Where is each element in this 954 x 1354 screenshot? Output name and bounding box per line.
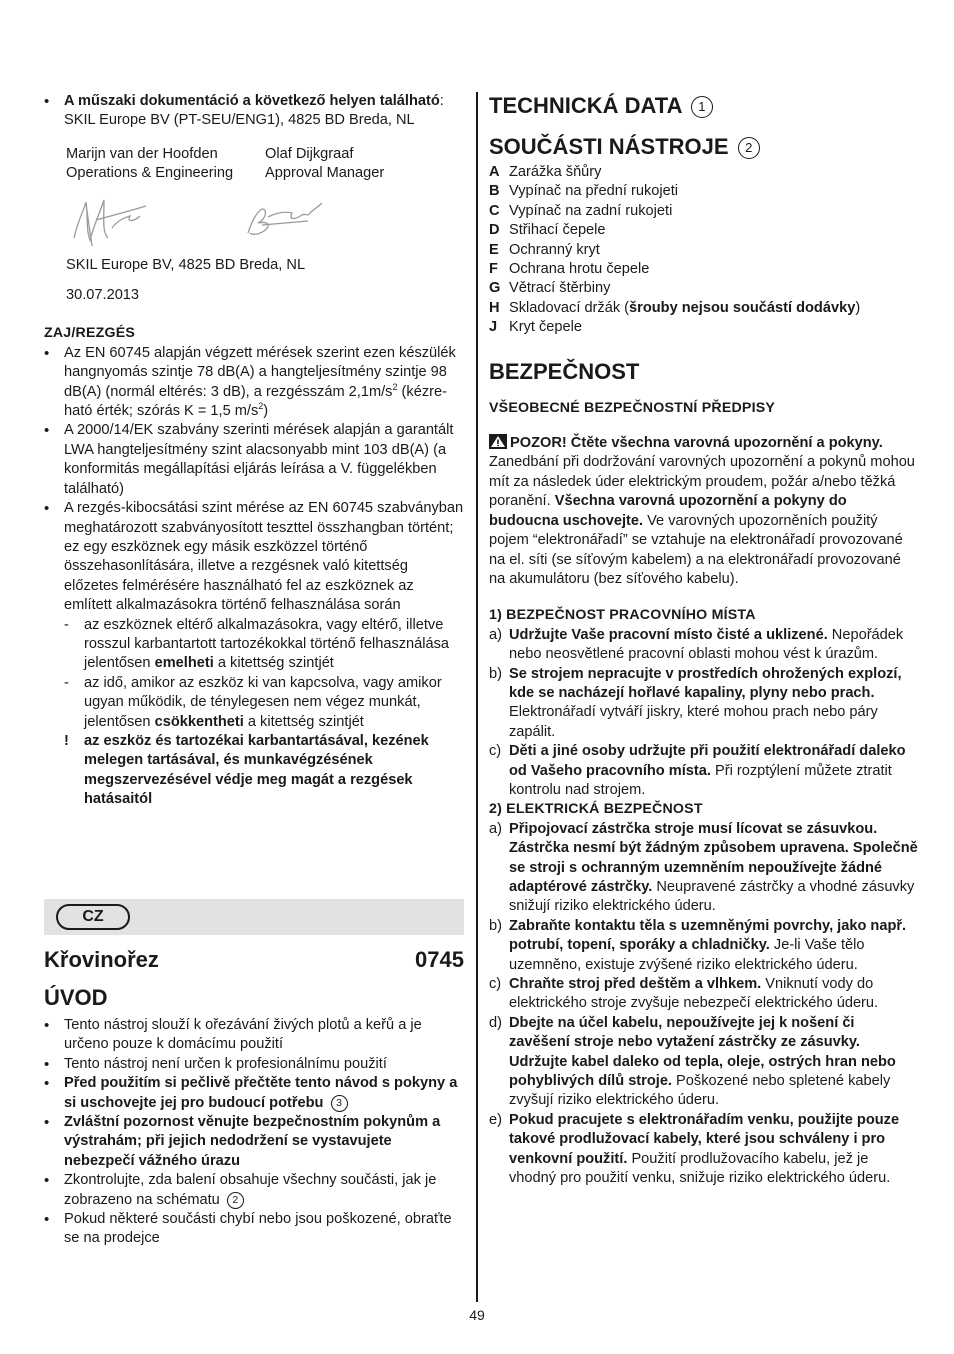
figure-ref: 3	[331, 1095, 348, 1112]
language-badge: CZ	[56, 904, 130, 930]
part-name: Kryt čepele	[509, 319, 583, 336]
part-name: Větrací štěrbiny	[509, 280, 611, 297]
list-item	[44, 1113, 464, 1171]
cz-section	[44, 946, 464, 1249]
item-letter: e)	[489, 1111, 502, 1128]
right-column	[489, 92, 919, 1189]
dash-text: az idő, amikor az eszköz ki van kapcsolva, vagy amikor ugyan működik, de ténylegesen nem végez munkát, jelentősen	[84, 674, 442, 730]
item-text: Elektronářadí vytváří jiskry, které mohou prach nebo páry zapálit.	[509, 704, 878, 740]
safety-item	[489, 975, 919, 1014]
dash-bold: emelheti	[154, 655, 214, 672]
warning-triangle-icon	[489, 434, 507, 449]
figure-ref: 2	[227, 1192, 244, 1209]
doc-list	[44, 92, 464, 131]
item-text: Při rozptýlení můžete ztratit kontrolu nad strojem.	[509, 762, 892, 798]
parts-heading	[489, 133, 919, 161]
list-item	[44, 1171, 464, 1210]
warning-bold: POZOR! Čtěte všechna varovná upozornění a pokyny.	[510, 435, 883, 452]
safety-item	[489, 742, 919, 800]
noise-text: Az EN 60745 alapján végzett mérések szerint ezen készülék hangnyomás szintje 78 dB(A) a hangteljesítmény szintje 98 dB(A) (normál eltérés: 3 dB), a rezgésszám 2,1m/s	[64, 344, 456, 400]
list-item	[44, 92, 464, 131]
vibration-warning	[44, 732, 464, 810]
item-text: Nepořádek nebo neosvětlené pracovní oblasti mohou vést k úrazům.	[509, 626, 904, 663]
safety-heading: BEZPEČNOST	[489, 358, 640, 384]
general-warning	[489, 434, 919, 589]
safety-item	[489, 820, 919, 917]
intro-text: Zkontrolujte, zda balení obsahuje všechny součásti, jak je zobrazeno na schématu	[64, 1172, 437, 1208]
electrical-safety-heading: 2) ELEKTRICKÁ BEZPEČNOST	[489, 801, 703, 818]
vibration-warning-text: az eszköz és tartozékai karbantartásával, kezének melegen tartásával, és munkavégzésének megszervezésével védje meg magát a rezgések hatásaitól	[84, 732, 429, 808]
item-bold: Chraňte stroj před deštěm a vlhkem.	[509, 976, 762, 993]
item-bold: Zabraňte kontaktu těla s uzemněnými povrchy, jako např. potrubí, topení, sporáky a chladničky.	[509, 917, 907, 954]
intro-text: Tento nástroj slouží k ořezávání živých plotů a keřů a je určeno pouze k domácímu použití	[64, 1017, 422, 1053]
safety-item	[489, 665, 919, 743]
dash-bold: csökkentheti	[154, 713, 244, 730]
item-text: Vniknutí vody do elektrického stroje zvyšuje nebezpečí elektrického úderu.	[509, 976, 879, 1012]
column-divider	[476, 92, 478, 1302]
warning-text: Zanedbání při dodržování varovných upozornění a pokynů mohou mít za následek úder elektrickým proudem, požár a/nebo těžká poranění.	[489, 454, 915, 510]
safety-item	[489, 917, 919, 975]
part-name	[509, 299, 860, 318]
intro-text-bold: Zvláštní pozornost věnujte bezpečnostním pokynům a výstrahám; při jejich nedodržení se vystavujete nebezpečí vážného úrazu	[64, 1114, 441, 1169]
noise-text: A rezgés-kibocsátási szint mérése az EN 60745 szabványban meghatározott szabványosított teszttel összhangban történt; ez egy eszköznek egy másik eszközzel történő összehasonlítására, illetve a rezgésnek való kitettség előzetes felmérésére használható fel az eszköznek az említett alkalmazásokra történő felhasználása során	[64, 500, 464, 614]
heading-text: SOUČÁSTI NÁSTROJE	[489, 134, 729, 159]
part-key: B	[489, 183, 500, 200]
item-text: Neupravené zástrčky a vhodné zásuvky snižují riziko elektrického úderu.	[509, 879, 915, 915]
workplace-safety-heading: 1) BEZPEČNOST PRACOVNÍHO MÍSTA	[489, 607, 756, 624]
part-name: Ochrana hrotu čepele	[509, 261, 650, 278]
item-bold: Udržujte Vaše pracovní místo čisté a uklizené.	[509, 626, 828, 643]
table-row	[489, 279, 860, 298]
company-address: SKIL Europe BV, 4825 BD Breda, NL	[66, 256, 306, 273]
item-bold: Pokud pracujete s elektronářadím venku, použijte pouze takové prodlužovací kabely, které jsou schváleny i pro venkovní použití.	[509, 1111, 900, 1167]
part-key: E	[489, 241, 499, 258]
tech-data-heading	[489, 92, 919, 120]
signature-1-icon	[66, 190, 156, 250]
parts-list	[489, 163, 860, 338]
dash-list	[64, 616, 464, 732]
superscript: 2	[258, 401, 264, 412]
table-row	[489, 241, 860, 260]
part-key: A	[489, 164, 500, 180]
item-text: Je-li Vaše tělo uzemněno, existuje zvýšené riziko elektrického úderu.	[509, 937, 865, 973]
dash-item	[64, 616, 464, 674]
list-item	[44, 1055, 464, 1074]
table-row	[489, 163, 860, 182]
item-text: Poškozené nebo spletené kabely zvyšují riziko elektrického úderu.	[509, 1073, 891, 1109]
signatory-2	[265, 145, 464, 184]
part-name: Vypínač na zadní rukojeti	[509, 202, 673, 219]
dash-text: a kitettség szintjét	[243, 713, 364, 730]
heading-text: TECHNICKÁ DATA	[489, 93, 682, 118]
noise-heading: ZAJ/REZGÉS	[44, 325, 136, 342]
dash-text: az eszköznek eltérő alkalmazásokra, vagy eltérő, illetve rosszul karbantartott tartozékokkal történő felhasználása jelentősen	[84, 616, 450, 672]
product-title	[44, 946, 464, 974]
item-letter: b)	[489, 917, 502, 934]
intro-list	[44, 1016, 464, 1249]
doc-line-rest: : SKIL Europe BV (PT-SEU/ENG1), 4825 BD Breda, NL	[64, 93, 444, 129]
part-text-bold: šrouby nejsou součástí dodávky	[629, 299, 856, 316]
dash-text: a kitettség szintjét	[213, 655, 334, 672]
signatory-1	[66, 145, 265, 184]
noise-text: )	[263, 403, 269, 420]
table-row	[489, 318, 860, 337]
product-name: Křovinořez	[44, 947, 159, 972]
signatures	[66, 184, 464, 256]
language-bar	[44, 899, 464, 935]
item-letter: a)	[489, 626, 502, 643]
intro-text: Pokud některé součásti chybí nebo jsou poškozené, obraťte se na prodejce	[64, 1211, 452, 1247]
item-letter: d)	[489, 1014, 502, 1031]
intro-heading: ÚVOD	[44, 985, 108, 1010]
table-row	[489, 221, 860, 240]
superscript: 2	[392, 381, 398, 392]
figure-ref: 2	[738, 137, 760, 159]
signature-2-icon	[238, 195, 328, 245]
exclamation-icon: !	[64, 732, 69, 749]
part-key: J	[489, 319, 498, 336]
safety-item	[489, 1014, 919, 1111]
intro-text-bold: Před použitím si pečlivě přečtěte tento návod s pokyny a si uschovejte jej pro budoucí potřebu	[64, 1075, 458, 1111]
part-key: G	[489, 280, 501, 297]
signatory-name: Marijn van der Hoofden	[66, 145, 218, 162]
warning-bold: Všechna varovná upozornění a pokyny do budoucna uschovejte.	[489, 493, 847, 529]
list-item	[44, 421, 464, 499]
item-bold: Připojovací zástrčka stroje musí lícovat se zásuvkou. Zástrčka nesmí být žádným způsobem upravena. Společně se stroji s ochranným uzemněním nepoužívejte žádné adaptérové zástrčky.	[509, 820, 918, 895]
declaration-date: 30.07.2013	[66, 287, 140, 304]
item-bold: Dbejte na účel kabelu, nepoužívejte jej k nošení či zavěšení stroje nebo vytažení zástrčky ze zásuvky. Udržujte kabel daleko od tepla, oleje, ostrých hran nebo pohyblivých dílů stroje.	[509, 1014, 896, 1090]
noise-text: (kézre-ható érték; szórás K = 1,5 m/s	[64, 383, 447, 420]
list-item	[44, 1210, 464, 1249]
item-text: Použití prodlužovacího kabelu, jež je vhodný pro použití venku, snižuje riziko elektrického úderu.	[509, 1150, 891, 1187]
part-name: Střihací čepele	[509, 222, 606, 239]
intro-text: Tento nástroj není určen k profesionálnímu použití	[64, 1055, 387, 1072]
list-item	[44, 344, 464, 422]
dash-item	[64, 674, 464, 732]
part-key: D	[489, 222, 500, 239]
list-item	[44, 1074, 464, 1113]
item-letter: c)	[489, 976, 502, 993]
part-text: )	[855, 299, 861, 316]
noise-list	[44, 344, 464, 732]
table-row	[489, 260, 860, 279]
signatory-title: Approval Manager	[265, 165, 385, 182]
doc-line-bold: A műszaki dokumentáció a következő helyen található	[64, 93, 440, 109]
part-name: Zarážka šňůry	[509, 164, 602, 180]
part-name: Vypínač na přední rukojeti	[509, 183, 679, 200]
list-item	[44, 499, 464, 732]
item-bold: Se strojem nepracujte v prostředích ohrožených explozí, kde se nacházejí hořlavé kapaliny, plyny nebo prach.	[509, 665, 902, 701]
general-safety-heading: VŠEOBECNÉ BEZPEČNOSTNÍ PŘEDPISY	[489, 399, 776, 416]
item-bold: Děti a jiné osoby udržujte při použití elektronářadí daleko od Vašeho pracovního místa.	[509, 743, 906, 779]
product-number: 0745	[415, 947, 464, 972]
figure-ref: 1	[691, 96, 713, 118]
signatory-name: Olaf Dijkgraaf	[265, 145, 354, 162]
table-row	[489, 299, 860, 318]
left-column	[44, 92, 464, 810]
part-key: C	[489, 202, 500, 219]
signatories	[66, 145, 464, 184]
table-row	[489, 202, 860, 221]
warning-text: Ve varovných upozorněních použitý pojem “elektronářadí” se vztahuje na elektronářadí provozované na el. síti (se síťovým kabelem) a na elektronářadí provozované na akumulátoru (bez síťového kabelu).	[489, 512, 903, 587]
table-row	[489, 182, 860, 201]
list-item	[44, 1016, 464, 1055]
safety-item	[489, 1111, 919, 1189]
item-letter: c)	[489, 743, 502, 760]
part-key: H	[489, 299, 500, 316]
safety-item	[489, 626, 919, 665]
item-letter: a)	[489, 820, 502, 837]
page-number: 49	[469, 1307, 485, 1323]
item-letter: b)	[489, 665, 502, 682]
noise-text: A 2000/14/EK szabvány szerinti mérések alapján a garantált LWA hangteljesítmény szint alacsonyabb mint 103 dB(A) (a konformitás megállapítási eljárás leírása a V. függelékben található)	[64, 422, 454, 497]
signatory-title: Operations & Engineering	[66, 165, 234, 182]
part-text: Skladovací držák (	[509, 299, 630, 316]
part-key: F	[489, 261, 498, 278]
part-name: Ochranný kryt	[509, 241, 600, 258]
